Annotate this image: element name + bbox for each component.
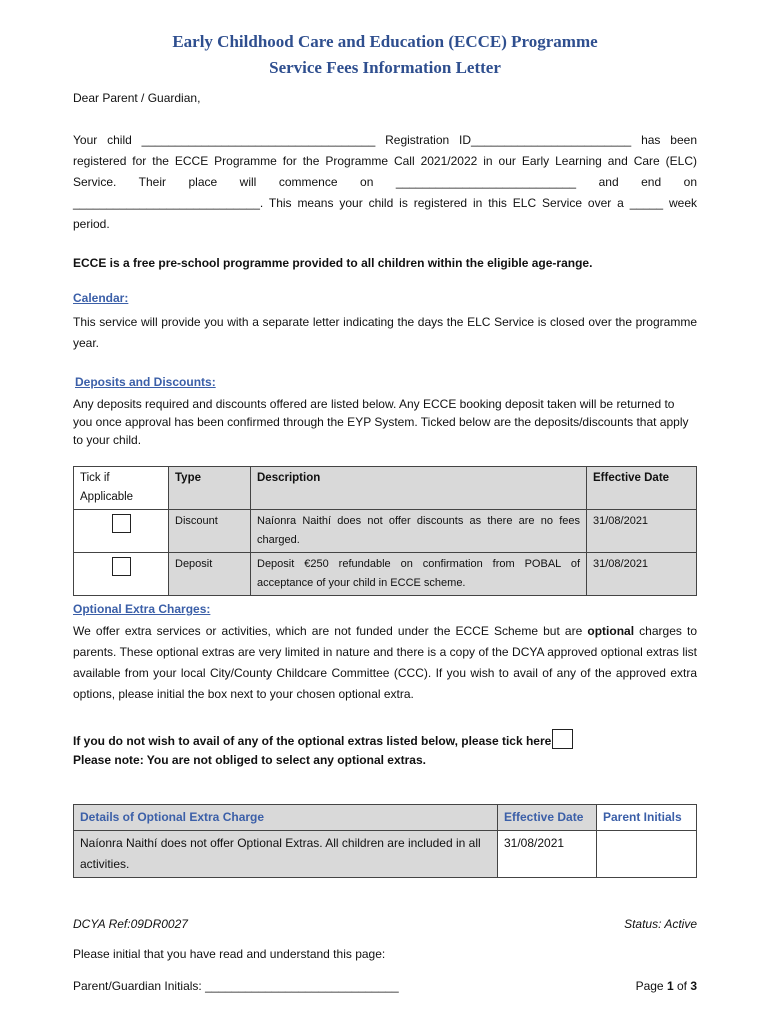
type-column-header: Type: [169, 467, 251, 510]
tick-cell: [74, 553, 169, 596]
discount-checkbox[interactable]: [112, 514, 131, 533]
initials-line: Parent/Guardian Initials: _____________________________: [73, 979, 399, 993]
optional-text-b: charges to parents. These optional extras are very limited in nature and there is a copy of the DCYA approved optional extras list available from your local City/County Childcare Committee (CCC). If you wish to avail of any of the approved extra options, please initial the box next to your chosen optional extra.: [73, 624, 698, 701]
page-prefix: Page: [635, 979, 667, 993]
description-cell: Deposit €250 refundable on confirmation from POBAL of acceptance of your child in ECCE scheme.: [251, 553, 587, 596]
no-extras-tick-line: [73, 729, 697, 751]
page-total: 3: [690, 979, 697, 993]
optional-extras-heading: Optional Extra Charges:: [73, 602, 211, 616]
type-cell: Deposit: [169, 553, 251, 596]
table-row: [74, 510, 697, 553]
deposits-table: [73, 466, 697, 596]
tick-cell: [74, 510, 169, 553]
page-number: [636, 979, 697, 993]
table-row: [74, 553, 697, 596]
parent-initials-column-header: Parent Initials: [597, 805, 697, 831]
status-text: Status: Active: [624, 917, 697, 931]
details-cell: Naíonra Naithí does not offer Optional Extras. All children are included in all activities.: [74, 831, 498, 878]
not-obliged-note: Please note: You are not obliged to select any optional extras.: [73, 753, 426, 767]
no-extras-checkbox[interactable]: [552, 729, 573, 749]
greeting: Dear Parent / Guardian,: [73, 91, 201, 105]
details-column-header: Details of Optional Extra Charge: [74, 805, 498, 831]
page-title: Early Childhood Care and Education (ECCE) Programme: [172, 32, 598, 51]
calendar-text: This service will provide you with a separate letter indicating the days the ELC Service is closed over the programme year.: [73, 315, 697, 350]
optional-text-bold: optional: [587, 624, 635, 638]
page-current: 1: [666, 979, 674, 993]
type-cell: Discount: [169, 510, 251, 553]
deposits-heading: Deposits and Discounts:: [75, 375, 216, 389]
optional-extras-text: [73, 621, 697, 705]
effective-date-column-header: Effective Date: [498, 805, 597, 831]
date-cell: 31/08/2021: [587, 510, 697, 553]
optional-extras-table: [73, 804, 697, 878]
deposit-checkbox[interactable]: [112, 557, 131, 576]
table-row: [74, 831, 697, 878]
deposits-text: Any deposits required and discounts offered are listed below. Any ECCE booking deposit taken will be returned to you once approval has been confirmed through the EYP System. Ticked below are the deposits/discounts that apply to your child.: [73, 397, 689, 447]
optional-text-a: We offer extra services or activities, which are not funded under the ECCE Scheme but are: [73, 624, 588, 638]
no-extras-tick-label: If you do not wish to avail of any of the optional extras listed below, please tick here: [73, 734, 552, 748]
effective-date-column-header: Effective Date: [587, 467, 697, 510]
date-cell: 31/08/2021: [498, 831, 597, 878]
page-subtitle: Service Fees Information Letter: [269, 58, 501, 77]
calendar-heading: Calendar:: [73, 291, 129, 305]
registration-paragraph: Your child ___________________________________ Registration ID________________________ has been registered for the ECCE Programme for the Programme Call 2021/2022 in our Early Learning and Care (ELC) Service. Their place will commence on ___________________________ and end on ____________________________. This means your child is registered in this ELC Service over a _____ week period.: [73, 133, 697, 231]
page-sep: of: [673, 979, 691, 993]
tick-column-header: Tick if Applicable: [74, 467, 169, 510]
date-cell: 31/08/2021: [587, 553, 697, 596]
description-cell: Naíonra Naithí does not offer discounts as there are no fees charged.: [251, 510, 587, 553]
initial-prompt: Please initial that you have read and understand this page:: [73, 947, 386, 961]
parent-initials-input[interactable]: [597, 831, 697, 878]
description-column-header: Description: [251, 467, 587, 510]
free-programme-statement: ECCE is a free pre-school programme provided to all children within the eligible age-range.: [73, 256, 593, 270]
dcya-reference: DCYA Ref:09DR0027: [73, 917, 188, 931]
